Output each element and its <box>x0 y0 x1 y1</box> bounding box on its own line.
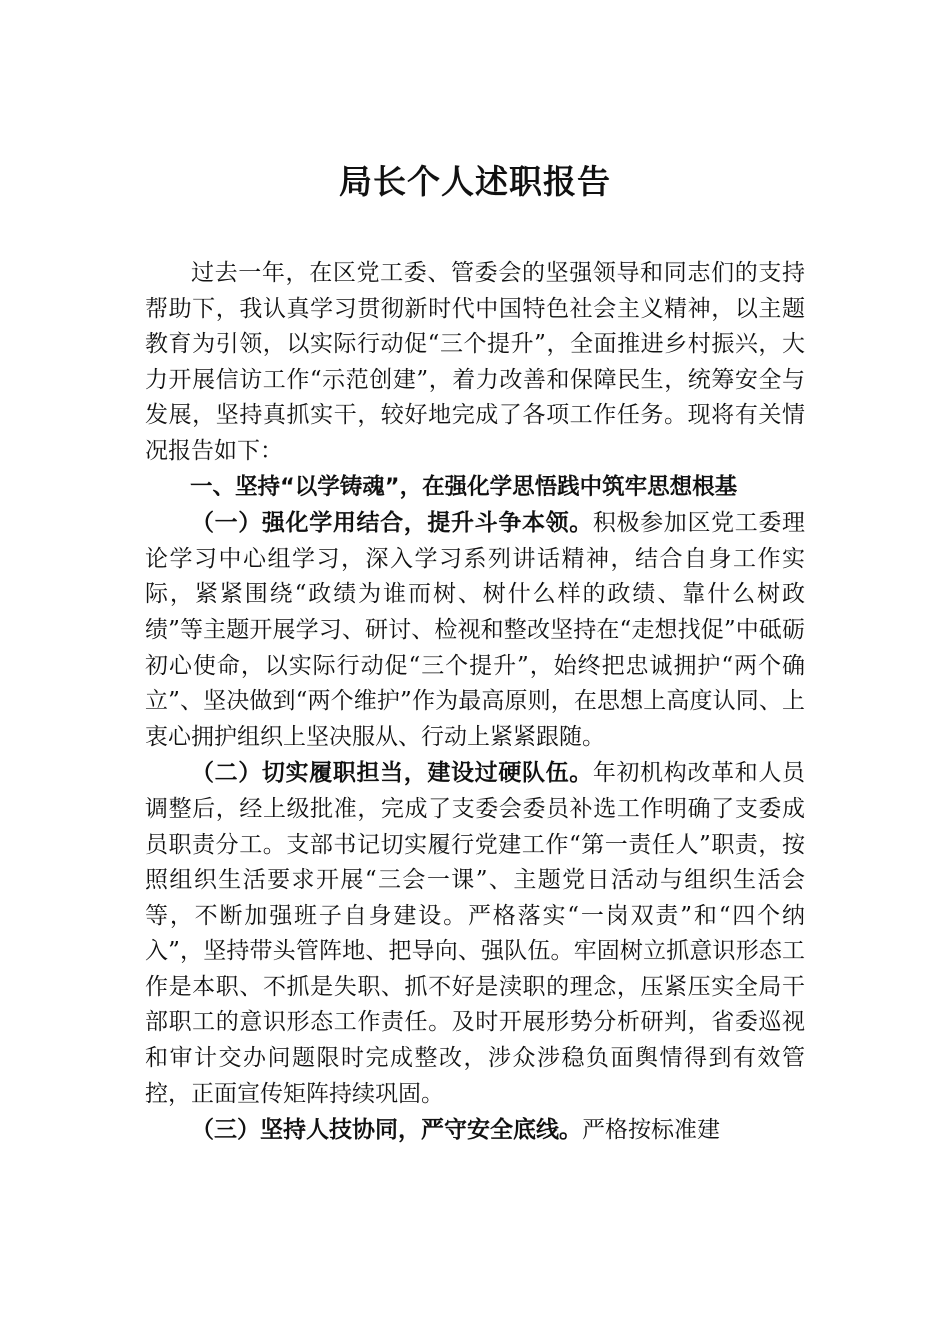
section-heading: 一、坚持“以学铸魂”，在强化学思悟践中筑牢思想根基 <box>190 473 738 500</box>
document-body <box>145 256 805 1149</box>
paragraph-lead: （二）切实履职担当，建设过硬队伍。 <box>191 759 593 787</box>
document-title: 局长个人述职报告 <box>339 162 611 201</box>
paragraph-lead: （一）强化学用结合，提升斗争本领。 <box>191 509 593 537</box>
paragraph-text: 年初机构改革和人员调整后，经上级批准，完成了支委会委员补选工作明确了支委成员职责分工。支部书记切实履行党建工作“第一责任人”职责，按照组织生活要求开展“三会一课”、主题党日活动与组织生活会等，不断加强班子自身建设。严格落实“一岗双责”和“四个纳入”，坚持带头管阵地、把导向、强队伍。牢固树立抓意识形态工作是本职、不抓是失职、抓不好是渎职的理念，压紧压实全局干部职工的意识形态工作责任。及时开展形势分析研判，省委巡视和审计交办问题限时完成整改，涉众涉稳负面舆情得到有效管控，正面宣传矩阵持续巩固。 <box>145 760 806 1107</box>
paragraph-item-2 <box>145 755 805 1112</box>
intro-paragraph: 过去一年，在区党工委、管委会的坚强领导和同志们的支持帮助下，我认真学习贯彻新时代中国特色社会主义精神，以主题教育为引领，以实际行动促“三个提升”，全面推进乡村振兴，大力开展信访工作“示范创建”，着力改善和保障民生，统筹安全与发展，坚持真抓实干，较好地完成了各项工作任务。现将有关情况报告如下： <box>145 260 805 464</box>
paragraph-item-1 <box>145 505 805 755</box>
paragraph-text: 积极参加区党工委理论学习中心组学习，深入学习系列讲话精神，结合自身工作实际，紧紧围绕“政绩为谁而树、树什么样的政绩、靠什么树政绩”等主题开展学习、研讨、检视和整改坚持在“走想找促”中砥砺初心使命，以实际行动促“三个提升”，始终把忠诚拥护“两个确立”、坚决做到“两个维护”作为最高原则，在思想上高度认同、上衷心拥护组织上坚决服从、行动上紧紧跟随。 <box>145 510 806 750</box>
paragraph-text: 严格按标准建 <box>582 1117 720 1144</box>
paragraph-lead: （三）坚持人技协同，严守安全底线。 <box>191 1116 582 1144</box>
paragraph-item-3 <box>145 1112 805 1149</box>
